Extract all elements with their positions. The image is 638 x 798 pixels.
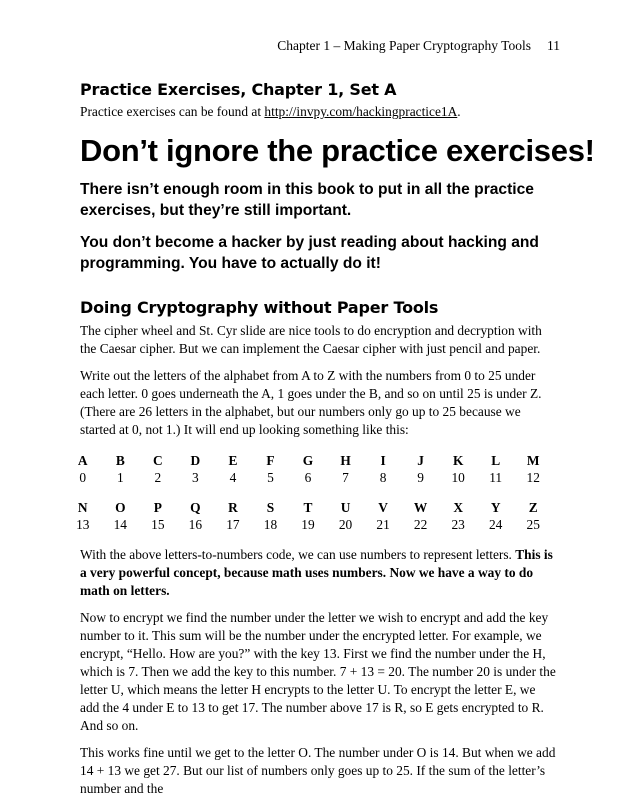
alphabet-letter: U	[340, 500, 351, 515]
paragraph-2: Write out the letters of the alphabet from A to Z with the numbers from 0 to 25 under each letter. 0 goes underneath the A, 1 goes under the B, and so on until 25 is under Z. (There are 26 letters in the alphabet, but our numbers only go up to 25 because we started at 0, not 1.) It will end up looking something like this:	[80, 368, 542, 437]
alphabet-letter: N	[77, 500, 88, 515]
alphabet-letter: Y	[490, 500, 501, 515]
alphabet-number: 4	[229, 470, 237, 485]
callout-line-2: You don’t become a hacker by just reading about hacking and programming. You have to actually do it!	[80, 234, 539, 272]
alphabet-letter: F	[266, 453, 275, 468]
alphabet-number: 3	[192, 470, 199, 485]
alphabet-number: 8	[379, 470, 387, 485]
alphabet-number: 7	[342, 470, 349, 485]
alphabet-letter: H	[340, 453, 351, 468]
alphabet-letter: V	[378, 500, 388, 515]
alphabet-number: 0	[79, 470, 87, 485]
practice-heading: Practice Exercises, Chapter 1, Set A	[80, 80, 397, 99]
practice-text	[80, 103, 558, 121]
alphabet-letter: C	[153, 453, 163, 468]
alphabet-letter: L	[491, 453, 501, 468]
alphabet-number: 16	[188, 517, 203, 532]
alphabet-number: 12	[526, 470, 540, 485]
page-header	[277, 38, 560, 54]
alphabet-letter: G	[302, 453, 314, 468]
section-heading: Doing Cryptography without Paper Tools	[80, 298, 439, 317]
callout-title: Don’t ignore the practice exercises!	[80, 133, 595, 168]
alphabet-letter: R	[228, 500, 238, 515]
chapter-title: Chapter 1 – Making Paper Cryptography Tools	[277, 38, 531, 53]
alphabet-number: 19	[301, 517, 315, 532]
alphabet-letter: A	[77, 453, 88, 468]
paragraph-1: The cipher wheel and St. Cyr slide are nice tools to do encryption and decryption with the Caesar cipher. But we can implement the Caesar cipher with just pencil and paper.	[80, 323, 542, 356]
alphabet-number: 21	[376, 517, 390, 532]
paragraph-3	[80, 546, 558, 600]
alphabet-letter: Q	[190, 500, 201, 515]
alphabet-number: 20	[338, 517, 353, 532]
alphabet-letter: W	[413, 500, 428, 515]
alphabet-number: 17	[226, 517, 240, 532]
practice-text-end: .	[457, 104, 461, 119]
alphabet-number: 25	[526, 517, 540, 532]
alphabet-letter: P	[153, 500, 162, 515]
paragraph-3-lead: With the above letters-to-numbers code, we can use numbers to represent letters.	[80, 547, 516, 562]
alphabet-number: 22	[413, 517, 428, 532]
practice-link[interactable]: http://invpy.com/hackingpractice1A	[264, 104, 458, 119]
alphabet-number: 24	[488, 517, 503, 532]
alphabet-letter: X	[453, 500, 463, 515]
alphabet-letter: B	[115, 453, 125, 468]
alphabet-letter: Z	[528, 500, 538, 515]
alphabet-number: 6	[304, 470, 312, 485]
page-content	[76, 80, 595, 798]
alphabet-letter: M	[526, 453, 540, 468]
alphabet-number: 18	[263, 517, 278, 532]
alphabet-number: 13	[76, 517, 90, 532]
alphabet-letter: I	[380, 453, 386, 468]
alphabet-number: 1	[116, 470, 124, 485]
paragraph-4: Now to encrypt we find the number under the letter we wish to encrypt and add the key number to it. This sum will be the number under the encrypted letter. For example, we encrypt, “Hello. How are you?” with the key 13. First we find the number under the H, which is 7. Then we add the key to this number. 7 + 13 = 20. The number 20 is under the letter U, which means the letter H encrypts to the letter U. To encrypt the letter E, we add the 4 under E to 13 to get 17. The number above 17 is R, so E gets encrypted to R. And so on.	[80, 610, 556, 733]
page-number: 11	[547, 38, 560, 53]
paragraph-5: This works fine until we get to the letter O. The number under O is 14. But when we add 14 + 13 we get 27. But our list of numbers only goes up to 25. If the sum of the letter’s number and the	[80, 745, 556, 796]
callout-line-1: There isn’t enough room in this book to put in all the practice exercises, but they’re still important.	[80, 181, 534, 219]
paragraph-3-emphasis: This is a very powerful concept, because math uses numbers. Now we have a way to do math on letters.	[80, 547, 553, 598]
alphabet-number: 5	[267, 470, 274, 485]
alphabet-number: 15	[151, 517, 165, 532]
alphabet-number: 2	[154, 470, 162, 485]
alphabet-row-1	[64, 452, 552, 486]
alphabet-letter: O	[115, 500, 126, 515]
alphabet-number: 9	[417, 470, 424, 485]
alphabet-letter: J	[417, 453, 424, 468]
alphabet-letter: S	[266, 500, 275, 515]
alphabet-row-2	[64, 499, 552, 533]
alphabet-letter: K	[452, 453, 464, 468]
alphabet-letter: E	[228, 453, 238, 468]
alphabet-number: 11	[489, 470, 503, 485]
alphabet-letter: D	[190, 453, 201, 468]
alphabet-number: 23	[451, 517, 465, 532]
practice-text-lead: Practice exercises can be found at	[80, 104, 265, 119]
alphabet-number: 14	[113, 517, 127, 532]
alphabet-number: 10	[451, 470, 465, 485]
alphabet-table	[76, 452, 558, 533]
alphabet-letter: T	[303, 500, 313, 515]
